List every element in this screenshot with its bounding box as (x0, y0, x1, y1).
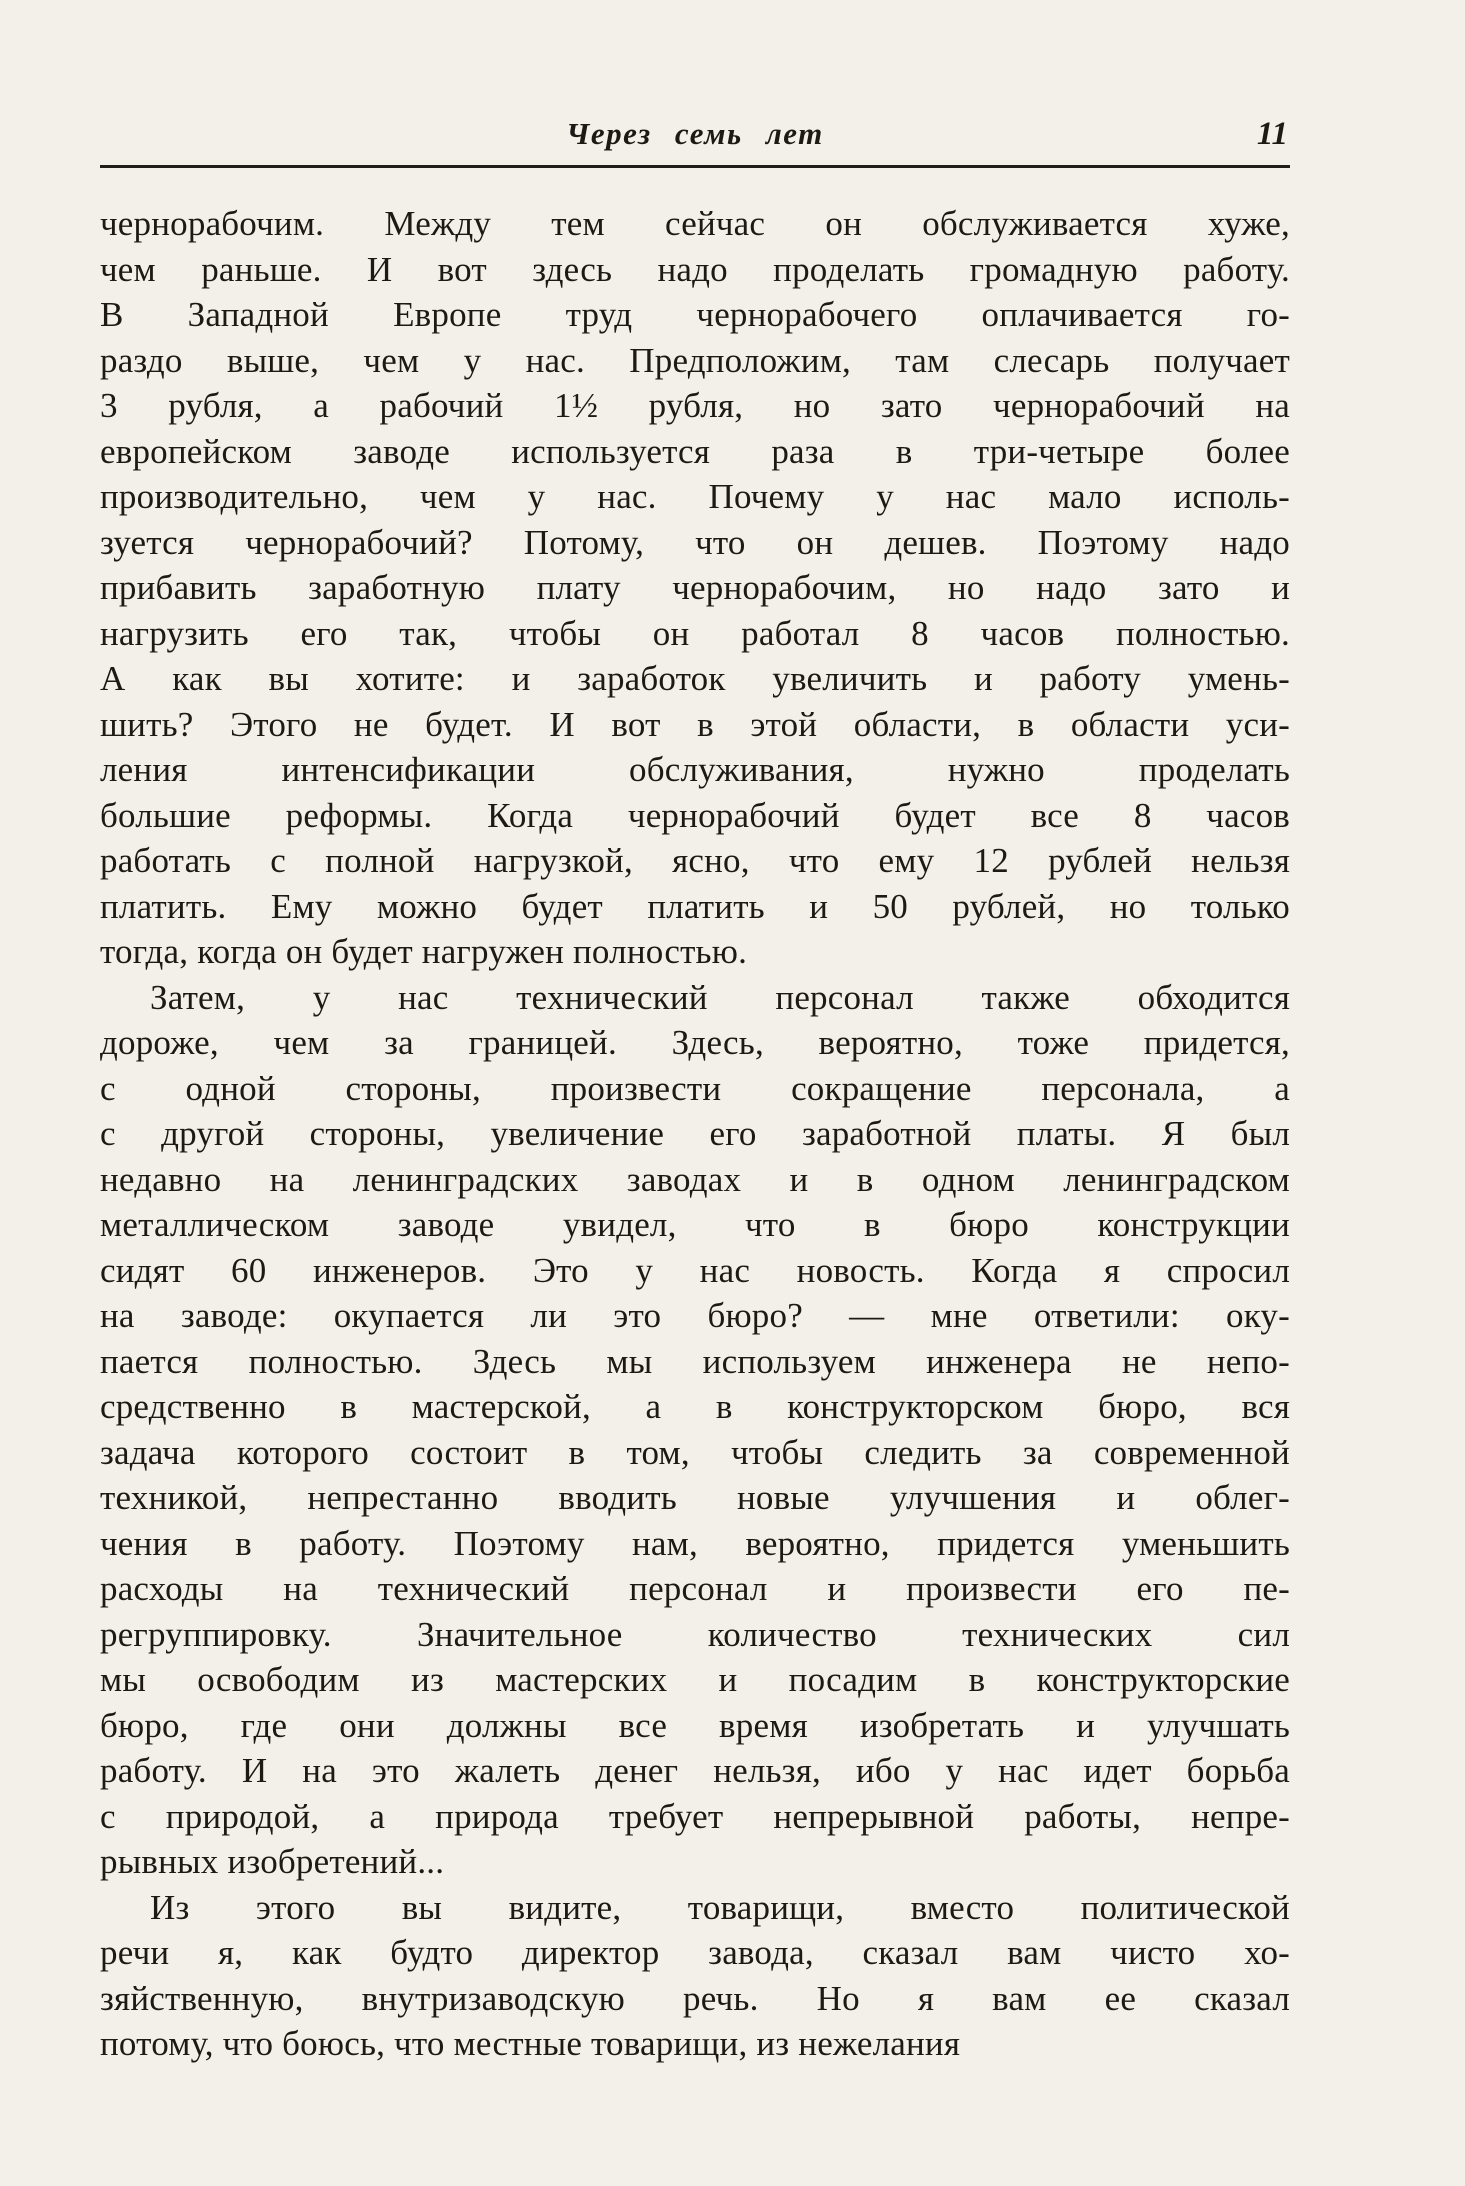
text-line: дороже, чем за границей. Здесь, вероятно, тоже придется, (100, 1023, 1290, 1062)
text-line: работу. И на это жалеть денег нельзя, ибо у нас идет борьба (100, 1751, 1290, 1790)
page-header (100, 112, 1290, 156)
text-line: раздо выше, чем у нас. Предположим, там слесарь получает (100, 340, 1290, 380)
text-line: техникой, непрестанно вводить новые улучшения и облег- (100, 1478, 1290, 1517)
text-line: Из этого вы видите, товарищи, вместо политической (150, 1887, 1290, 1927)
text-line: прибавить заработную плату чернорабочим, но надо зато и (100, 568, 1290, 607)
text-line: недавно на ленинградских заводах и в одном ленинградском (100, 1159, 1290, 1199)
text-line: чернорабочим. Между тем сейчас он обслуживается хуже, (100, 204, 1290, 243)
text-line: рывных изобретений... (100, 1842, 445, 1881)
text-line: с одной стороны, произвести сокращение персонала, а (100, 1068, 1290, 1108)
text-line: мы освободим из мастерских и посадим в конструкторские (100, 1660, 1290, 1699)
text-line: средственно в мастерской, а в конструкторском бюро, вся (100, 1387, 1290, 1426)
text-line: 3 рубля, а рабочий 1½ рубля, но зато чернорабочий на (100, 386, 1290, 425)
text-line: чения в работу. Поэтому нам, вероятно, придется уменьшить (100, 1523, 1290, 1563)
text-line: А как вы хотите: и заработок увеличить и работу умень- (100, 659, 1290, 698)
text-line: шить? Этого не будет. И вот в этой области, в области уси- (100, 704, 1290, 744)
text-line: металлическом заводе увидел, что в бюро конструкции (100, 1205, 1290, 1244)
text-line: европейском заводе используется раза в три-четыре более (100, 431, 1290, 471)
text-line: В Западной Европе труд чернорабочего оплачивается го- (100, 295, 1290, 334)
text-line: с другой стороны, увеличение его заработной платы. Я был (100, 1114, 1290, 1153)
text-line: регруппировку. Значительное количество технических сил (100, 1614, 1290, 1654)
text-line: платить. Ему можно будет платить и 50 рублей, но только (100, 886, 1290, 926)
text-line: речи я, как будто директор завода, сказал вам чисто хо- (100, 1933, 1290, 1972)
text-line: с природой, а природа требует непрерывной работы, непре- (100, 1796, 1290, 1836)
text-line: бюро, где они должны все время изобретать и улучшать (100, 1705, 1290, 1745)
text-line: тогда, когда он будет нагружен полностью. (100, 932, 748, 971)
running-title: Через семь лет (566, 116, 824, 151)
text-line: нагрузить его так, чтобы он работал 8 часов полностью. (100, 613, 1290, 653)
text-line: пается полностью. Здесь мы используем инженера не непо- (100, 1341, 1290, 1381)
text-line: чем раньше. И вот здесь надо проделать громадную работу. (100, 249, 1290, 289)
text-line: большие реформы. Когда чернорабочий будет все 8 часов (100, 795, 1290, 835)
text-line: зяйственную, внутризаводскую речь. Но я вам ее сказал (100, 1978, 1290, 2018)
text-line: сидят 60 инженеров. Это у нас новость. Когда я спросил (100, 1250, 1290, 1290)
text-line: Затем, у нас технический персонал также обходится (150, 977, 1290, 1017)
text-line: задача которого состоит в том, чтобы следить за современной (100, 1432, 1290, 1472)
text-line: ления интенсификации обслуживания, нужно проделать (100, 750, 1290, 789)
page-body (100, 201, 1290, 2067)
text-line: зуется чернорабочий? Потому, что он дешев. Поэтому надо (100, 522, 1290, 562)
text-line: на заводе: окупается ли это бюро? — мне ответили: оку- (100, 1296, 1290, 1335)
page-number: 11 (1256, 116, 1288, 152)
text-line: потому, что боюсь, что местные товарищи, из нежелания (100, 2024, 961, 2063)
header-rule (100, 165, 1290, 168)
text-line: работать с полной нагрузкой, ясно, что ему 12 рублей нельзя (100, 841, 1290, 880)
text-line: расходы на технический персонал и произвести его пе- (100, 1569, 1290, 1608)
text-line: производительно, чем у нас. Почему у нас мало исполь- (100, 477, 1290, 516)
